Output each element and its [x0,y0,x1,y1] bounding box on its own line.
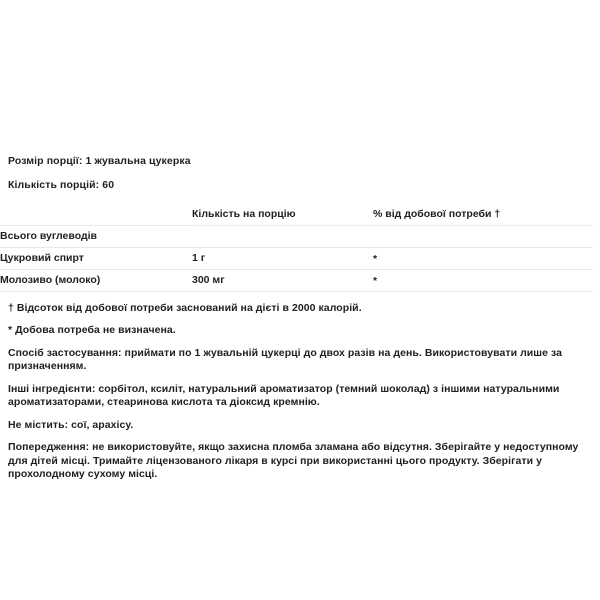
supplement-facts-panel [0,155,600,482]
column-header-amount-per-serving: Кількість на порцію [192,203,373,225]
nutrient-daily-value [373,225,593,247]
nutrient-name: Всього вуглеводів [0,225,192,247]
note-spacer [8,410,592,419]
other-ingredients-text: Інші інгредієнти: сорбітол, ксиліт, натуральний ароматизатор (темний шоколад) з іншими натуральними ароматизаторами, стеаринова кислота та діоксид кремнію. [8,382,560,408]
nutrient-amount: 300 мг [192,269,373,291]
serving-info-block [0,155,600,191]
column-header-percent-daily-value: % від добової потреби † [373,203,593,225]
nutrient-name: Цукровий спирт [0,247,192,269]
table-header [0,203,593,225]
supplement-facts-table [0,203,593,292]
note-spacer [8,315,592,324]
table-body [0,225,593,291]
serving-size-text: Розмір порції: 1 жувальна цукерка [8,155,191,167]
table-row [0,225,593,247]
nutrient-name: Молозиво (молоко) [0,269,192,291]
note-spacer [8,338,592,347]
nutrient-amount [192,225,373,247]
directions-text: Спосіб застосування: приймати по 1 жувальній цукерці до двох разів на день. Використовувати лише за призначенням. [8,346,562,372]
notes-block [0,302,600,482]
note-spacer [8,432,592,441]
table-notes-spacer [0,292,600,302]
nutrient-amount: 1 г [192,247,373,269]
daily-value-basis-note: † Відсоток від добової потреби заснований на дієті в 2000 калорій. [8,301,362,314]
servings-per-container-text: Кількість порцій: 60 [8,179,115,191]
daily-value-not-established-note: * Добова потреба не визначена. [8,324,176,336]
note-spacer [8,374,592,383]
table-row [0,269,593,291]
table-header-row [0,203,593,225]
table-row [0,247,593,269]
warning-text: Попередження: не використовуйте, якщо захисна пломба зламана або відсутня. Зберігайте у недоступному для дітей місці. Тримайте ліцензованого лікаря в курсі при використанні цього продукту. Зберігати у прохолодному сухому місці. [8,441,579,480]
nutrient-daily-value: * [373,270,593,292]
allergen-free-text: Не містить: сої, арахісу. [8,418,134,431]
column-header-nutrient [0,203,192,225]
nutrient-daily-value: * [373,248,593,270]
